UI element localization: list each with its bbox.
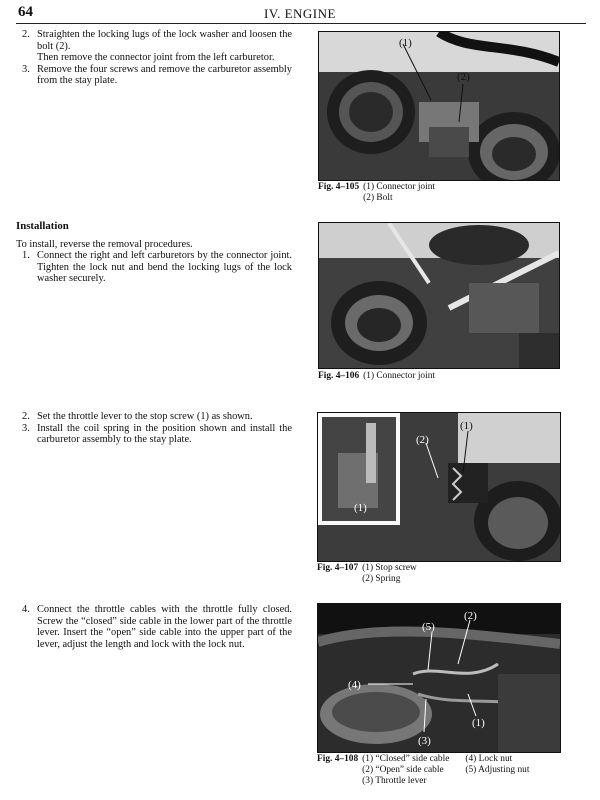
fig-105-photo bbox=[318, 31, 560, 181]
caption-item: (3) Throttle lever bbox=[362, 776, 427, 786]
fig-106-caption bbox=[318, 371, 558, 382]
carburetor-photo-105 bbox=[319, 32, 559, 180]
caption-item: (1) Connector joint bbox=[363, 182, 436, 192]
fig-107-photo bbox=[317, 412, 561, 562]
step-number: 4. bbox=[22, 604, 30, 615]
carburetor-photo-106 bbox=[319, 223, 559, 368]
fig-108-photo bbox=[317, 603, 561, 753]
callout-4: (4) bbox=[348, 679, 361, 691]
fig-108-caption bbox=[317, 754, 587, 787]
page-number: 64 bbox=[18, 4, 33, 20]
callout-1: (1) bbox=[460, 420, 473, 432]
caption-item: (1) Connector joint bbox=[363, 371, 436, 381]
header-rule bbox=[16, 23, 586, 24]
step-text: Connect the throttle cables with the throttle fully closed. Screw the “closed” side cable in the lower part of the throttle lever. Insert the “open” side cable into the upper part of the lever, adjust the length and lock with the lock nut. bbox=[37, 604, 292, 650]
callout-1: (1) bbox=[399, 37, 412, 49]
caption-item: (2) Bolt bbox=[363, 193, 393, 203]
fig-107-caption bbox=[317, 563, 559, 585]
step-number: 3. bbox=[22, 422, 30, 434]
step-text: Then remove the connector joint from the left carburetor. bbox=[37, 52, 275, 64]
step-3-spring bbox=[22, 423, 292, 446]
caption-item: (2) “Open” side cable bbox=[362, 765, 444, 775]
throttle-setup-steps bbox=[16, 411, 292, 446]
step-1-installation bbox=[22, 250, 292, 285]
caption-item: (1) Stop screw bbox=[362, 563, 417, 573]
caption-item: (5) Adjusting nut bbox=[465, 765, 530, 775]
caption-item: (4) Lock nut bbox=[465, 754, 513, 764]
fig-106-photo bbox=[318, 222, 560, 369]
callout-1: (1) bbox=[472, 717, 485, 729]
callout-2: (2) bbox=[457, 71, 470, 83]
callout-2: (2) bbox=[464, 610, 477, 622]
step-2-throttle bbox=[22, 411, 292, 423]
chapter-title: IV. ENGINE bbox=[264, 6, 336, 21]
figure-label: Fig. 4–108 bbox=[317, 754, 359, 764]
step-number: 2. bbox=[22, 411, 30, 422]
carburetor-photo-107 bbox=[318, 413, 560, 561]
callout-2: (2) bbox=[416, 434, 429, 446]
installation-section bbox=[16, 221, 292, 285]
caption-item: (1) “Closed” side cable bbox=[362, 754, 450, 764]
step-text: Remove the four screws and remove the carburetor assembly from the stay plate. bbox=[37, 63, 292, 87]
carburetor-photo-108 bbox=[318, 604, 560, 752]
step-text: Set the throttle lever to the stop screw (1) as shown. bbox=[37, 411, 253, 422]
step-number: 3. bbox=[22, 63, 30, 75]
step-text: Connect the right and left carburetors by the connector joint. Tighten the lock nut and bend the locking lugs of the lock washer securely. bbox=[37, 250, 292, 285]
figure-label: Fig. 4–107 bbox=[317, 563, 359, 573]
throttle-cable-step bbox=[16, 604, 292, 650]
callout-5: (5) bbox=[422, 621, 435, 633]
step-4-cables bbox=[22, 604, 292, 650]
callout-3: (3) bbox=[418, 735, 431, 747]
step-number: 2. bbox=[22, 29, 30, 40]
callout-inset-1: (1) bbox=[354, 502, 367, 514]
installation-heading: Installation bbox=[16, 220, 69, 232]
figure-label: Fig. 4–106 bbox=[318, 371, 360, 381]
step-2-removal bbox=[22, 29, 292, 64]
figure-label: Fig. 4–105 bbox=[318, 182, 360, 192]
installation-intro: To install, reverse the removal procedures. bbox=[16, 238, 193, 250]
step-3-removal bbox=[22, 64, 292, 87]
step-text: Install the coil spring in the position shown and install the carburetor assembly to the stay plate. bbox=[37, 422, 292, 446]
step-text: Straighten the locking lugs of the lock washer and loosen the bolt (2). bbox=[37, 29, 292, 52]
step-number: 1. bbox=[22, 250, 30, 262]
removal-steps bbox=[22, 29, 292, 87]
fig-105-caption bbox=[318, 182, 558, 204]
caption-item: (2) Spring bbox=[362, 574, 401, 584]
